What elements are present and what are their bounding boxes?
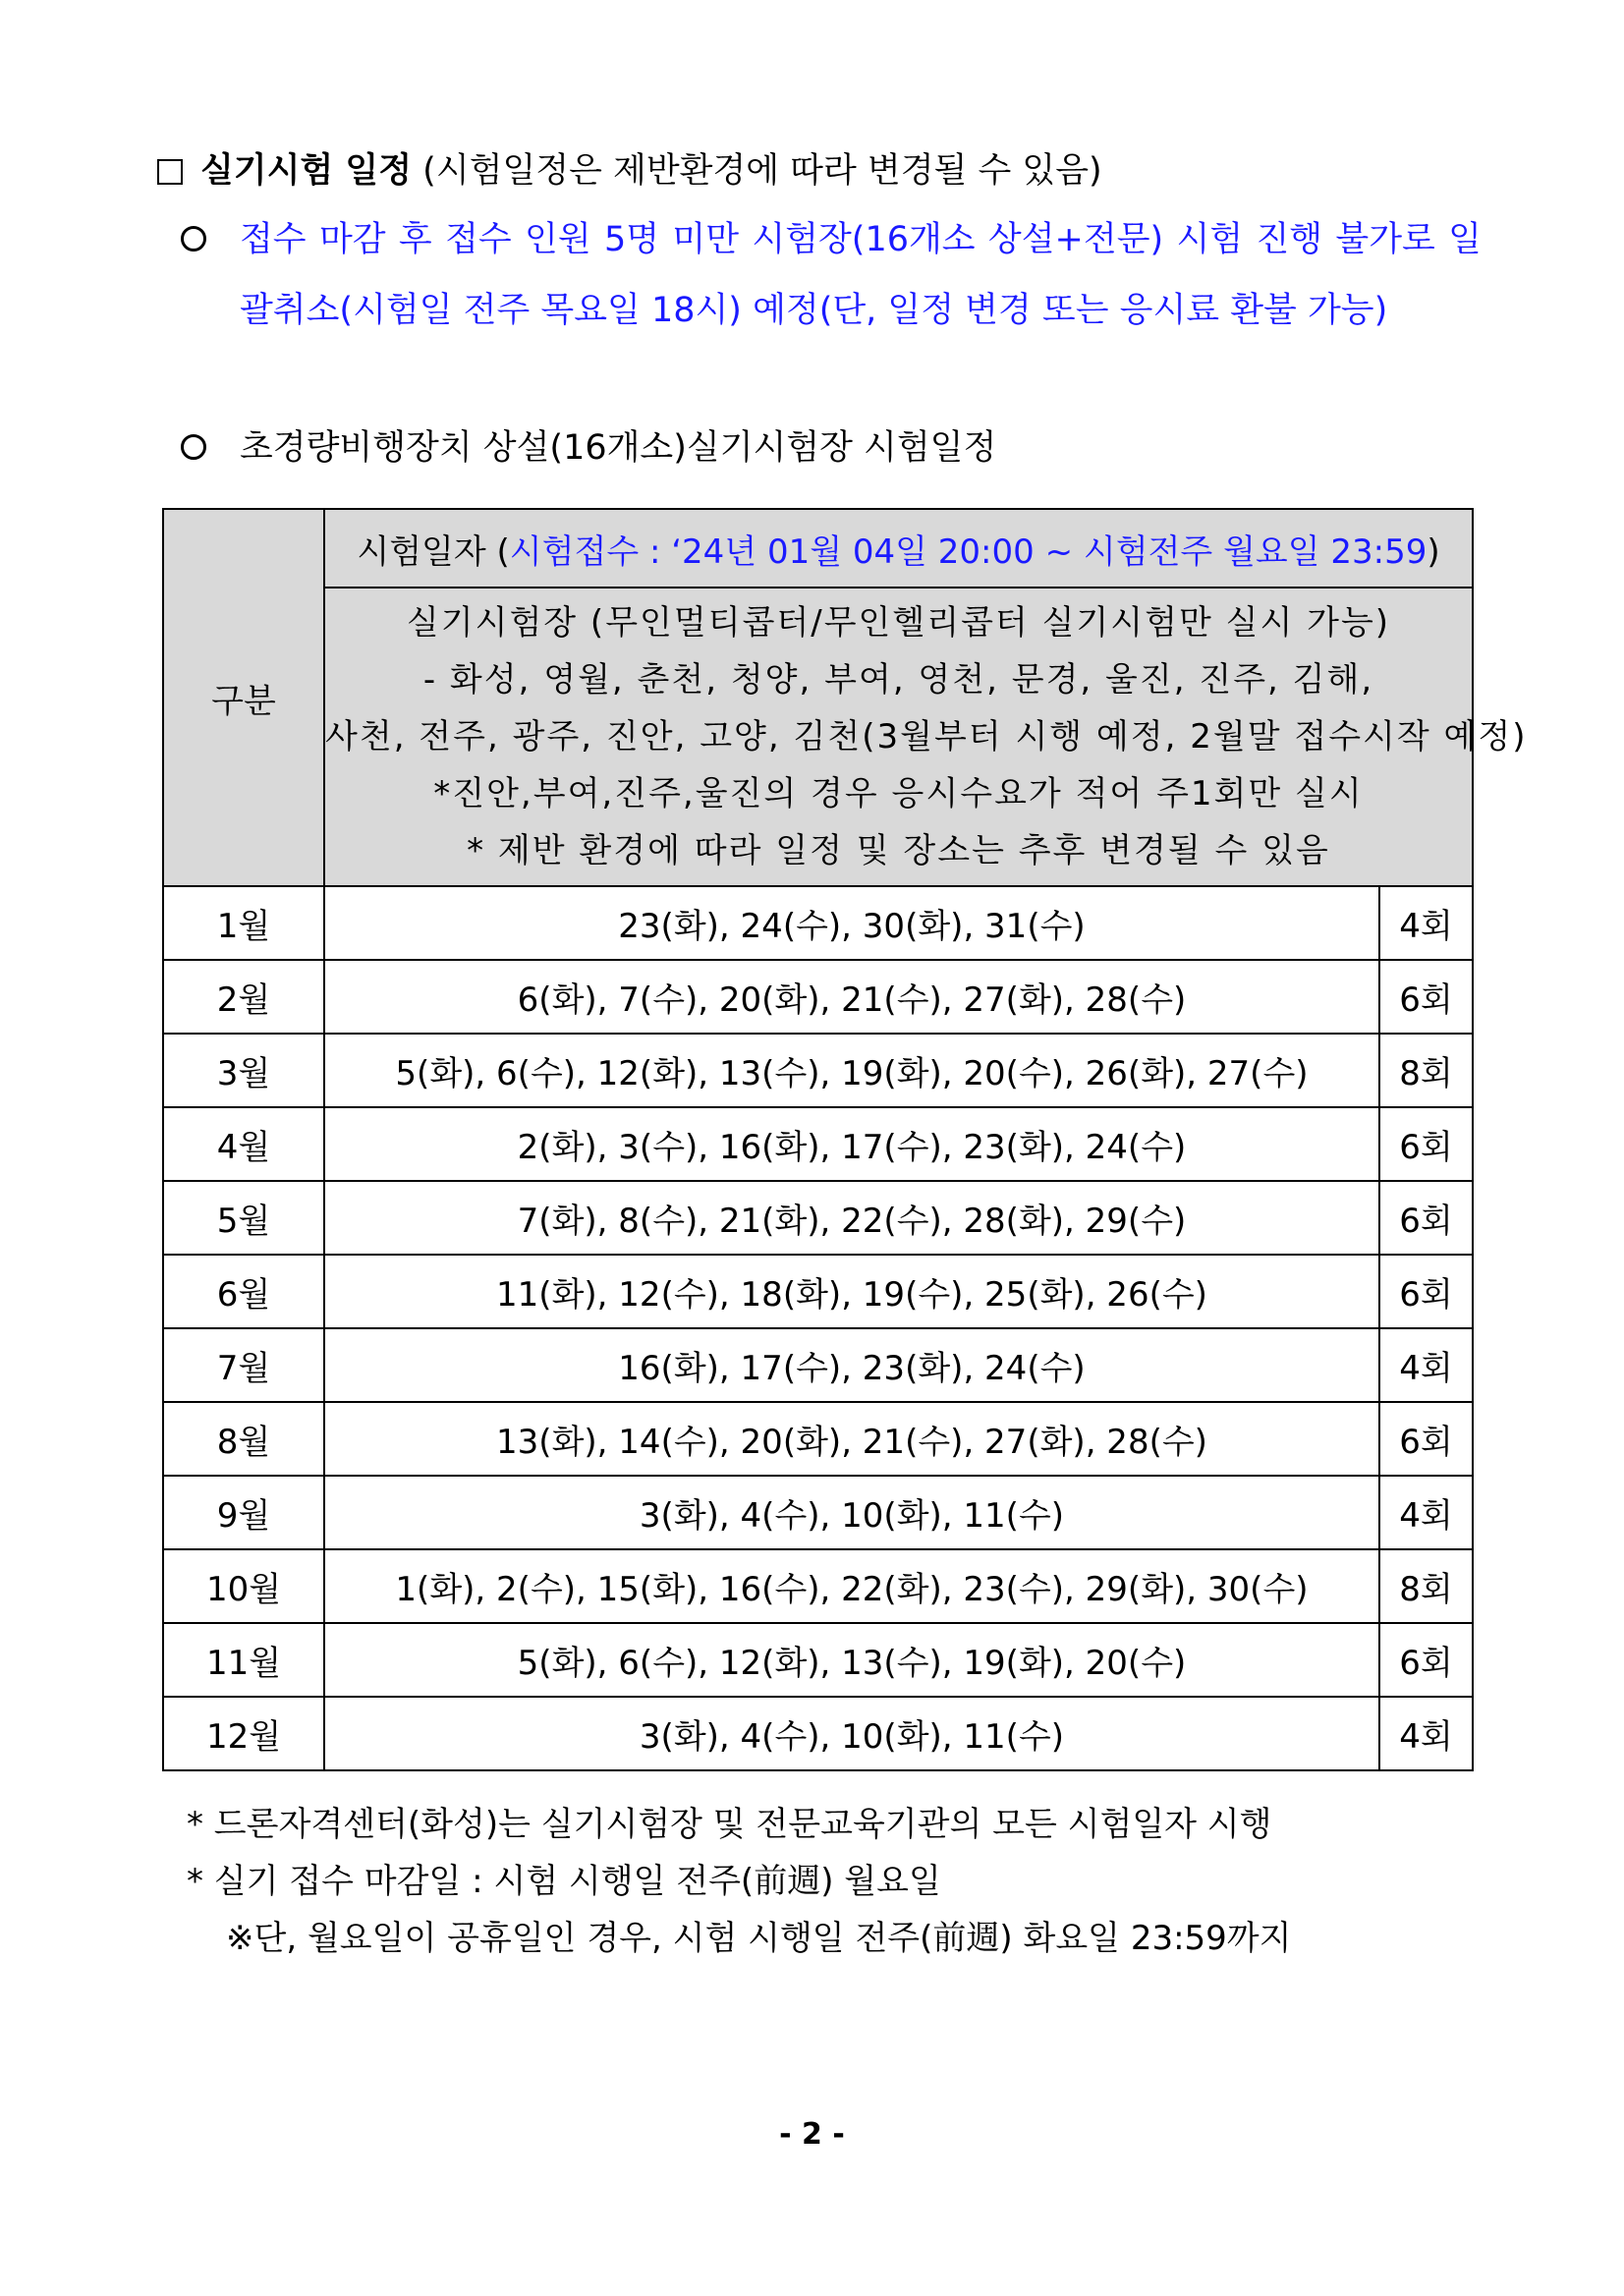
dates-cell: 23(화), 24(수), 30(화), 31(수) [324,886,1379,960]
bullet-text: 접수 마감 후 접수 인원 5명 미만 시험장(16개소 상설+전문) 시험 진행 불가로 일괄취소(시험일 전주 목요일 18시) 예정(단, 일정 변경 또는 응시료 환불 가능) [240,220,1482,330]
month-cell: 11월 [163,1623,324,1697]
month-cell: 2월 [163,960,324,1034]
notes [187,1796,1292,1967]
bullet-schedule-heading [177,413,1482,483]
table-row [163,1181,1473,1255]
table-row [163,1623,1473,1697]
header-venues [324,588,1528,886]
checkbox-icon [157,159,183,185]
dates-cell: 6(화), 7(수), 20(화), 21(수), 27(화), 28(수) [324,960,1379,1034]
venue-line: * 제반 환경에 따라 일정 및 장소는 추후 변경될 수 있음 [467,831,1330,870]
count-cell: 4회 [1379,886,1473,960]
bullet-text: 초경량비행장치 상설(16개소)실기시험장 시험일정 [240,428,997,468]
month-cell: 10월 [163,1549,324,1623]
header-category: 구분 [163,509,324,886]
dates-cell: 7(화), 8(수), 21(화), 22(수), 28(화), 29(수) [324,1181,1379,1255]
header-date-suffix: ) [1427,532,1440,572]
count-cell: 4회 [1379,1697,1473,1770]
table-row [163,960,1473,1034]
dates-cell: 2(화), 3(수), 16(화), 17(수), 23(화), 24(수) [324,1107,1379,1181]
table-row [163,1328,1473,1402]
circle-bullet-icon [181,434,206,460]
table-row [163,1549,1473,1623]
count-cell: 6회 [1379,1623,1473,1697]
dates-cell: 3(화), 4(수), 10(화), 11(수) [324,1476,1379,1549]
count-cell: 8회 [1379,1549,1473,1623]
note-line: ※단, 월요일이 공휴일인 경우, 시험 시행일 전주(前週) 화요일 23:59까지 [226,1919,1292,1958]
note-line: * 드론자격센터(화성)는 실기시험장 및 전문교육기관의 모든 시험일자 시행 [187,1805,1272,1844]
month-cell: 12월 [163,1697,324,1770]
table-row [163,1476,1473,1549]
dates-cell: 5(화), 6(수), 12(화), 13(수), 19(화), 20(수), 26(화), 27(수) [324,1034,1379,1107]
venue-line: 실기시험장 (무인멀티콥터/무인헬리콥터 실기시험만 실시 가능) [406,603,1391,643]
venue-line: - 화성, 영월, 춘천, 청양, 부여, 영천, 문경, 울진, 진주, 김해, [422,660,1374,700]
table-row [163,1255,1473,1328]
month-cell: 3월 [163,1034,324,1107]
count-cell: 8회 [1379,1034,1473,1107]
dates-cell: 5(화), 6(수), 12(화), 13(수), 19(화), 20(수) [324,1623,1379,1697]
section-title-bold: 실기시험 일정 [200,151,413,191]
dates-cell: 1(화), 2(수), 15(화), 16(수), 22(화), 23(수), 29(화), 30(수) [324,1549,1379,1623]
venue-line: 사천, 전주, 광주, 진안, 고양, 김천(3월부터 시행 예정, 2월말 접수시작 예정) [325,717,1528,756]
count-cell: 6회 [1379,1402,1473,1476]
dates-cell: 13(화), 14(수), 20(화), 21(수), 27(화), 28(수) [324,1402,1379,1476]
month-cell: 8월 [163,1402,324,1476]
table-row [163,886,1473,960]
table-row [163,1107,1473,1181]
month-cell: 1월 [163,886,324,960]
count-cell: 6회 [1379,1181,1473,1255]
bullet-cancellation-notice [177,204,1482,346]
count-cell: 6회 [1379,960,1473,1034]
header-date-period: 시험접수 : ‘24년 01월 04일 20:00 ~ 시험전주 월요일 23:59 [509,532,1428,572]
exam-schedule-table [162,508,1528,1771]
section-title [157,145,1102,196]
count-cell: 4회 [1379,1328,1473,1402]
table-row [163,1034,1473,1107]
venue-line: *진안,부여,진주,울진의 경우 응시수요가 적어 주1회만 실시 [433,774,1364,813]
table-row [163,1697,1473,1770]
dates-cell: 3(화), 4(수), 10(화), 11(수) [324,1697,1379,1770]
section-title-note: (시험일정은 제반환경에 따라 변경될 수 있음) [412,151,1102,191]
header-exam-date [324,509,1473,588]
schedule-body [163,886,1473,1770]
month-cell: 7월 [163,1328,324,1402]
month-cell: 5월 [163,1181,324,1255]
month-cell: 6월 [163,1255,324,1328]
count-cell: 6회 [1379,1255,1473,1328]
month-cell: 4월 [163,1107,324,1181]
month-cell: 9월 [163,1476,324,1549]
count-cell: 4회 [1379,1476,1473,1549]
circle-bullet-icon [181,226,206,252]
note-line: * 실기 접수 마감일 : 시험 시행일 전주(前週) 월요일 [187,1862,941,1901]
dates-cell: 11(화), 12(수), 18(화), 19(수), 25(화), 26(수) [324,1255,1379,1328]
table-row [163,1402,1473,1476]
page-number: - 2 - [779,2117,845,2152]
count-cell: 6회 [1379,1107,1473,1181]
header-date-prefix: 시험일자 ( [357,532,510,572]
dates-cell: 16(화), 17(수), 23(화), 24(수) [324,1328,1379,1402]
